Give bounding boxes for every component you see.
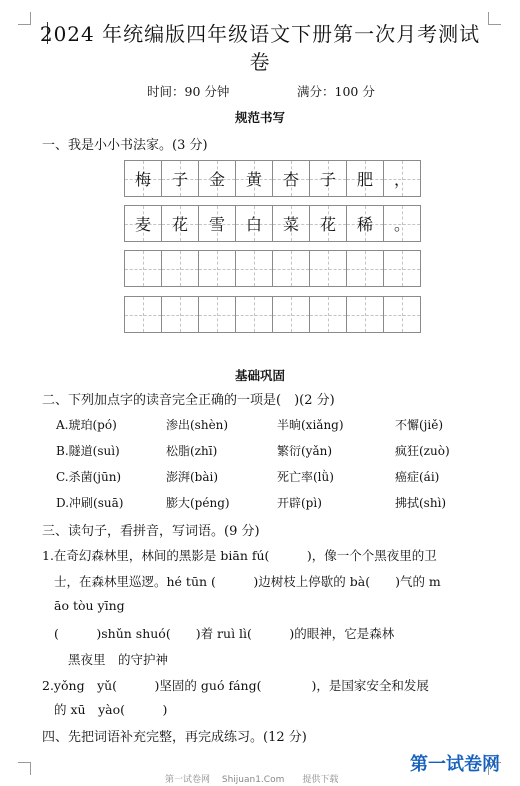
grid-cell: 稀 [346,205,384,242]
q3-line-1: 1.在奇幻森林里，林间的黑影是 biān fú( )，像一个个黑夜里的卫 [42,548,437,563]
option-d-word-4: 拂拭(shì) [395,496,447,510]
option-a-word-3: 半晌(xiǎng) [277,418,344,432]
question-1-heading: 一、我是小小书法家。(3 分) [42,138,208,153]
grid-cell[interactable] [198,296,236,333]
grid-cell: 。 [383,205,421,242]
q3-line-7: 的 xū yào( ) [54,702,168,717]
option-b-word-2: 松脂(zhī) [166,444,218,458]
exam-title-line2: 卷 [249,50,271,74]
option-d-word-2: 膨大(péng) [166,496,230,510]
grid-cell: 肥 [346,160,384,197]
option-c-word-4: 癌症(ái) [395,470,440,484]
footer-source: 第一试卷网 Shijuan1.Com 提供下载 [165,775,339,785]
grid-cell: 菜 [272,205,310,242]
option-c-word-3: 死亡率(lǜ) [277,470,334,484]
grid-cell: 杏 [272,160,310,197]
q3-line-6: 2.yǒng yǔ( )坚固的 guó fáng( )，是国家安全和发展 [42,678,429,693]
grid-cell[interactable] [346,250,384,287]
q3-line-2: 士，在森林里巡逻。hé tūn ( )边树枝上停歇的 bà( )气的 m [54,574,441,589]
grid-cell: ， [383,160,421,197]
grid-cell[interactable] [346,296,384,333]
grid-cell[interactable] [161,296,199,333]
tian-grid-row-1 [124,160,420,197]
grid-cell[interactable] [272,296,310,333]
tian-grid-row-3-blank[interactable] [124,250,420,287]
option-b-word-3: 繁衍(yǎn) [277,444,333,458]
option-d-word-1: D.冲刷(suā) [56,496,124,510]
grid-cell[interactable] [309,296,347,333]
q3-line-5: 黑夜里 的守护神 [68,652,169,667]
grid-cell: 麦 [124,205,162,242]
q3-line-4: ( )shǔn shuó( )着 ruì lì( )的眼神，它是森林 [54,626,395,641]
section-title-basics: 基础巩固 [234,368,285,383]
exam-title-line1: 2024 年统编版四年级语文下册第一次月考测试 [39,22,481,46]
grid-cell: 白 [235,205,273,242]
grid-cell[interactable] [272,250,310,287]
tian-grid-row-4-blank[interactable] [124,296,420,333]
grid-cell: 黄 [235,160,273,197]
grid-cell: 花 [309,205,347,242]
grid-cell[interactable] [235,250,273,287]
grid-cell: 雪 [198,205,236,242]
grid-cell: 金 [198,160,236,197]
option-a-word-4: 不懈(jiě) [395,418,444,432]
grid-cell[interactable] [235,296,273,333]
grid-cell[interactable] [198,250,236,287]
grid-cell: 子 [309,160,347,197]
question-2-heading: 二、下列加点字的读音完全正确的一项是( )(2 分) [42,393,335,408]
crop-mark-bottom-left [18,762,31,775]
tian-grid-row-2 [124,205,420,242]
option-a-word-1: A.琥珀(pó) [56,418,117,432]
option-c-word-1: C.杀菌(jūn) [56,470,122,484]
section-title-writing: 规范书写 [234,110,285,125]
option-b-word-1: B.隧道(suì) [56,444,120,458]
option-a-word-2: 渗出(shèn) [166,418,229,432]
option-c-word-2: 澎湃(bài) [166,470,219,484]
score-label: 满分：100 分 [297,84,375,99]
grid-cell[interactable] [383,250,421,287]
grid-cell[interactable] [383,296,421,333]
question-3-heading: 三、读句子，看拼音，写词语。(9 分) [42,524,260,539]
time-label: 时间：90 分钟 [147,84,230,99]
grid-cell: 花 [161,205,199,242]
option-d-word-3: 开辟(pì) [277,496,322,510]
grid-cell[interactable] [309,250,347,287]
grid-cell[interactable] [124,296,162,333]
question-4-heading: 四、先把词语补充完整，再完成练习。(12 分) [42,730,307,745]
grid-cell[interactable] [161,250,199,287]
q3-line-3: āo tòu yīng [54,598,125,613]
grid-cell: 子 [161,160,199,197]
option-b-word-4: 疯狂(zuò) [395,444,450,458]
brand-watermark: 第一试卷网 [410,754,500,775]
grid-cell[interactable] [124,250,162,287]
grid-cell: 梅 [124,160,162,197]
